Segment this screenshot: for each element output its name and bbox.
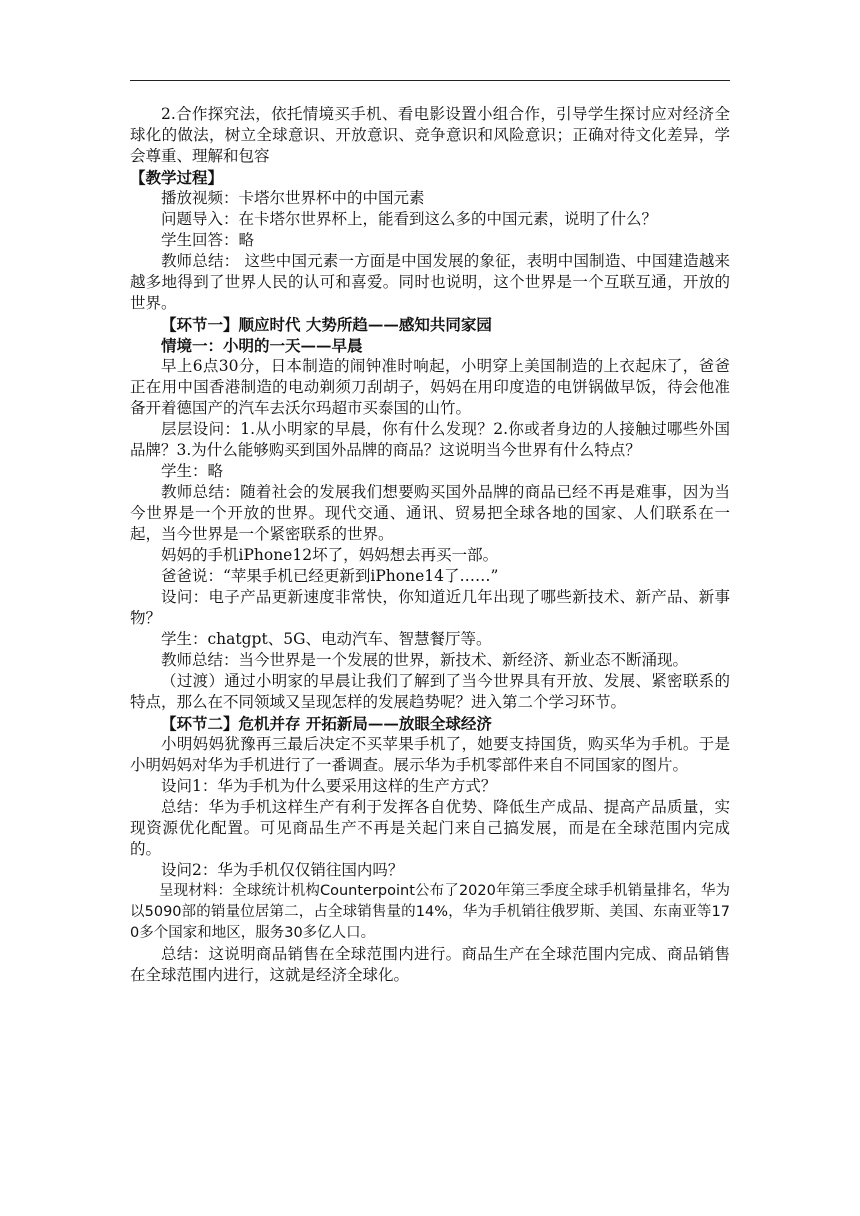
objective-paragraph: 2.合作探究法，依托情境买手机、看电影设置小组合作，引导学生探讨应对经济全球化的做法，树立全球意识、开放意识、竞争意识和风险意识；正确对待文化差异，学会尊重、理解和包容 [130,105,730,165]
dad-quote: 爸爸说：“苹果手机已经更新到iPhone14了……” [161,567,499,585]
question-two: 设问2：华为手机仅仅销往国内吗？ [161,861,404,879]
section-heading-teaching-process: 【教学过程】 [130,168,224,187]
summary-globalization: 总结：这说明商品销售在全球范围内进行。商品生产在全球范围内完成、商品销售在全球范围内进行，这就是经济全球化。 [130,945,730,984]
layered-questions: 层层设问：1.从小明家的早晨，你有什么发现？2.你或者身边的人接触过哪些外国品牌？3.为什么能够购买到国外品牌的商品？这说明当今世界有什么特点？ [130,420,730,459]
teacher-summary: 教师总结：随着社会的发展我们想要购买国外品牌的商品已经不再是难事，因为当今世界是一个开放的世界。现代交通、通讯、贸易把全球各地的国家、人们联系在一起，当今世界是一个紧密联系的世界。 [130,483,730,543]
transition-paragraph: （过渡）通过小明家的早晨让我们了解到了当今世界具有开放、发展、紧密联系的特点，那么在不同领域又呈现怎样的发展趋势呢？进入第二个学习环节。 [130,672,730,711]
scenario-one-heading: 情境一：小明的一天——早晨 [161,336,363,355]
teacher-summary: 教师总结：当今世界是一个发展的世界，新技术、新经济、新业态不断涌现。 [161,651,689,669]
document-body [130,104,730,986]
summary-production: 总结：华为手机这样生产有利于发挥各自优势、降低生产成品、提高产品质量，实现资源优化配置。可见商品生产不再是关起门来自己搞发展，而是在全球范围内完成的。 [130,798,730,858]
question-tech: 设问：电子产品更新速度非常快，你知道近几年出现了哪些新技术、新产品、新事物？ [130,588,730,627]
header-rule [130,80,730,81]
video-line: 播放视频：卡塔尔世界杯中的中国元素 [161,189,425,207]
mom-phone-line: 妈妈的手机iPhone12坏了，妈妈想去再买一部。 [161,546,499,564]
huawei-survey: 小明妈妈犹豫再三最后决定不买苹果手机了，她要支持国货，购买华为手机。于是小明妈妈对华为手机进行了一番调查。展示华为手机零部件来自不同国家的图片。 [130,735,730,774]
student-reply: 学生：chatgpt、5G、电动汽车、智慧餐厅等。 [161,630,492,648]
teacher-summary: 教师总结： 这些中国元素一方面是中国发展的象征，表明中国制造、中国建造越来越多地得到了世界人民的认可和喜爱。同时也说明，这个世界是一个互联互通，开放的世界。 [130,252,730,312]
student-reply: 学生：略 [161,462,224,480]
question-intro: 问题导入：在卡塔尔世界杯上，能看到这么多的中国元素，说明了什么？ [161,210,658,228]
stage-one-heading: 【环节一】顺应时代 大势所趋——感知共同家园 [161,315,492,334]
material-paragraph: 呈现材料：全球统计机构Counterpoint公布了2020年第三季度全球手机销量排名，华为以5090部的销量位居第二，占全球销售量的14%，华为手机销往俄罗斯、美国、东南亚等170多个国家和地区，服务30多亿人口。 [130,883,730,941]
student-answer: 学生回答：略 [161,231,255,249]
scenario-text: 早上6点30分，日本制造的闹钟准时响起，小明穿上美国制造的上衣起床了，爸爸正在用中国香港制造的电动剃须刀刮胡子，妈妈在用印度造的电饼锅做早饭，待会他准备开着德国产的汽车去沃尔玛超市买泰国的山竹。 [130,357,730,417]
question-one: 设问1：华为手机为什么要采用这样的生产方式？ [161,777,497,795]
stage-two-heading: 【环节二】危机并存 开拓新局——放眼全球经济 [161,714,492,733]
